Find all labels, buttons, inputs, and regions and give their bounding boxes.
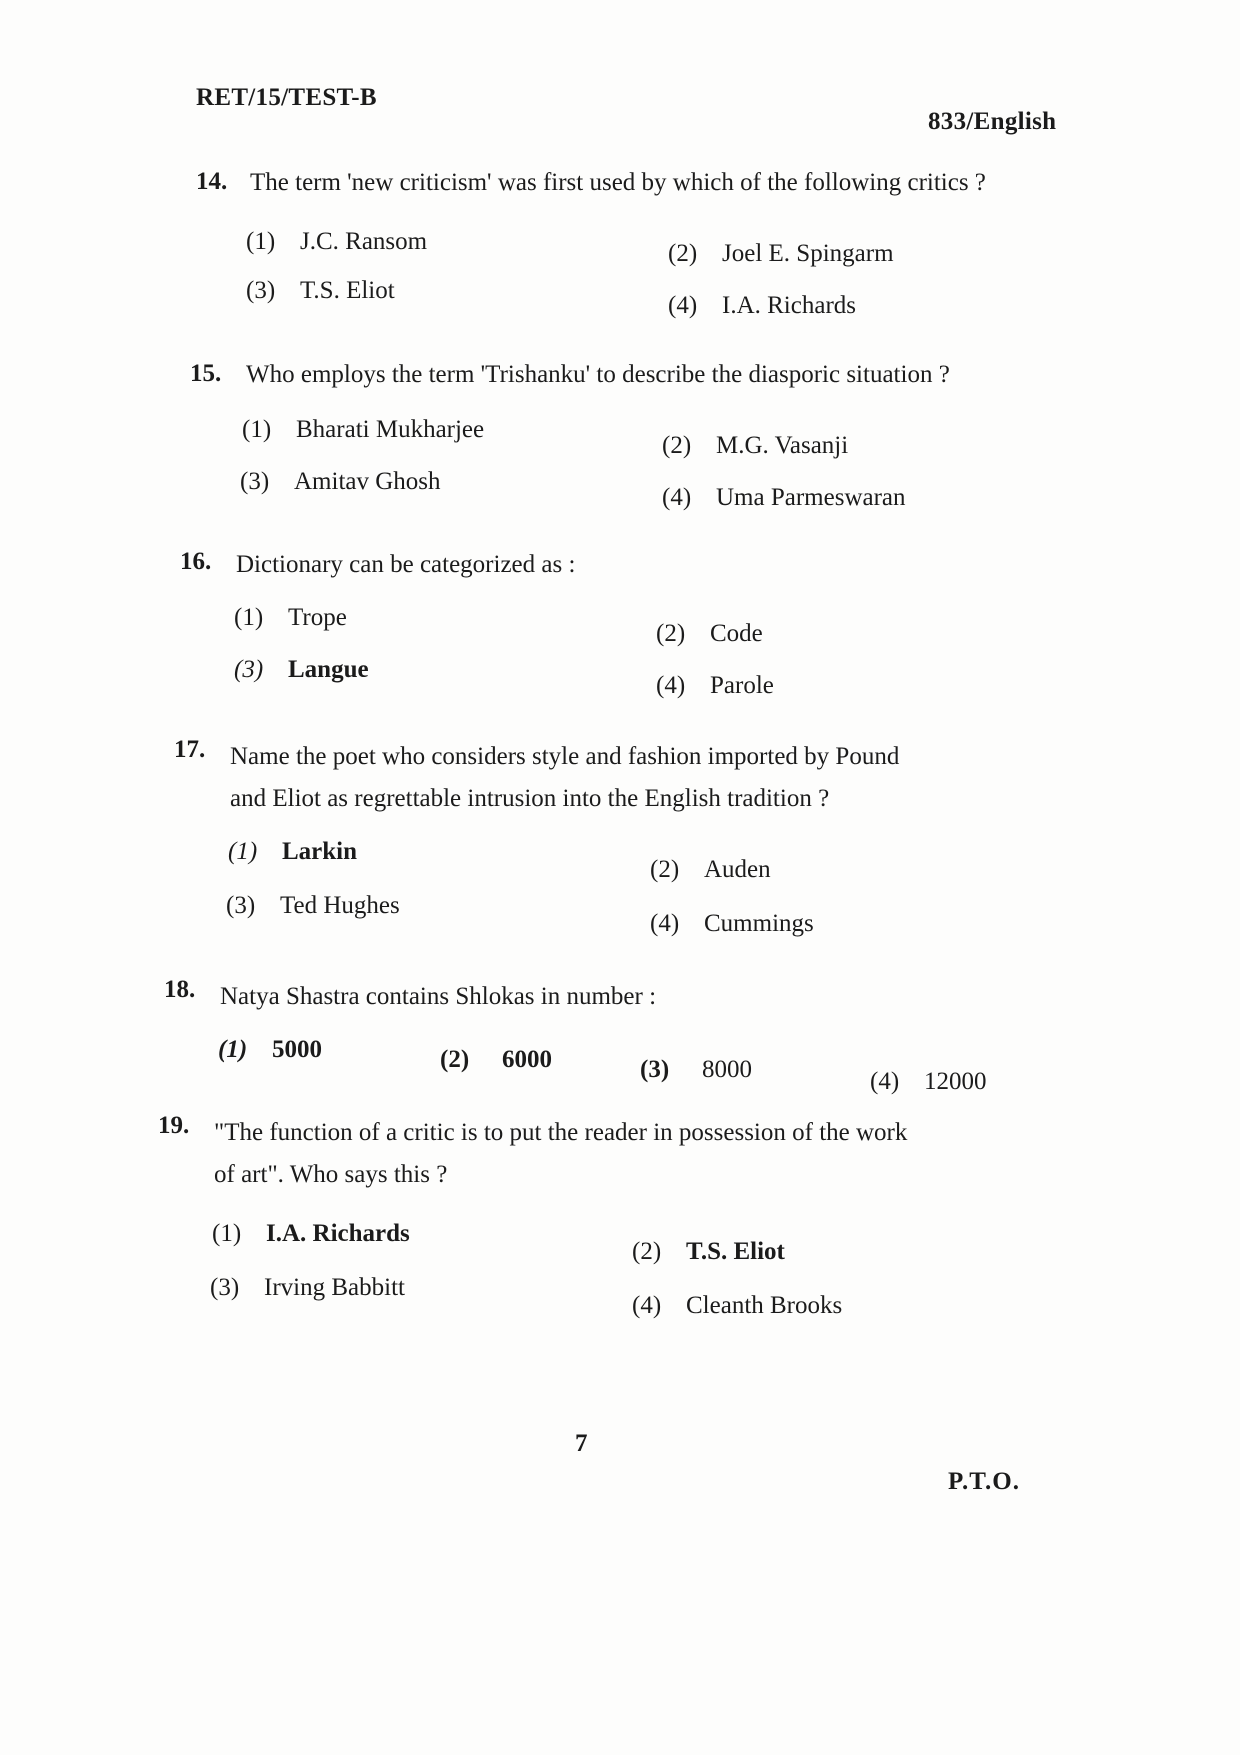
option-number: (1) <box>246 228 276 255</box>
question-text <box>250 162 986 204</box>
option-3 <box>640 1056 752 1084</box>
option-number: (3) <box>246 277 276 304</box>
option-text: I.A. Richards <box>266 1220 410 1247</box>
option-1 <box>234 604 347 632</box>
option-text: Auden <box>704 856 771 883</box>
option-number: (1) <box>212 1220 242 1247</box>
option-number: (3) <box>240 468 270 495</box>
question-text-line: "The function of a critic is to put the reader in possession of the work <box>214 1119 908 1146</box>
option-number: (3) <box>226 892 256 919</box>
option-text: Cleanth Brooks <box>686 1292 843 1319</box>
option-number: (2) <box>662 432 692 459</box>
option-1 <box>212 1220 410 1248</box>
option-number: (3) <box>640 1056 670 1083</box>
option-text: 6000 <box>502 1046 552 1073</box>
option-number: (4) <box>656 672 686 699</box>
option-text: Ted Hughes <box>280 892 400 919</box>
option-number: (2) <box>668 240 698 267</box>
option-4 <box>668 292 856 320</box>
option-number: (4) <box>650 910 680 937</box>
question-text <box>230 736 899 820</box>
option-2 <box>440 1046 552 1074</box>
option-text: Joel E. Spingarm <box>722 240 894 267</box>
option-3 <box>234 656 369 684</box>
option-1 <box>218 1036 322 1064</box>
question-text-line: The term 'new criticism' was first used by which of the following critics ? <box>250 169 986 196</box>
question-text-line: and Eliot as regrettable intrusion into the English tradition ? <box>230 785 830 812</box>
option-2 <box>632 1238 785 1266</box>
question-number: 16. <box>180 548 212 575</box>
question-text-line: Dictionary can be categorized as : <box>236 551 576 578</box>
option-text: Trope <box>288 604 347 631</box>
option-2 <box>668 240 894 268</box>
question-text <box>236 544 575 586</box>
option-number: (2) <box>656 620 686 647</box>
option-3 <box>240 468 441 496</box>
option-text: 5000 <box>272 1036 322 1063</box>
question-text <box>246 354 950 396</box>
option-2 <box>650 856 771 884</box>
pto-note: P.T.O. <box>948 1468 1020 1495</box>
option-number: (2) <box>440 1046 470 1073</box>
option-3 <box>246 277 395 305</box>
option-number: (4) <box>668 292 698 319</box>
option-2 <box>656 620 763 648</box>
option-text: Uma Parmeswaran <box>716 484 906 511</box>
page-number: 7 <box>575 1430 588 1457</box>
option-number: (1) <box>218 1036 248 1063</box>
option-text: Amitav Ghosh <box>294 468 441 495</box>
option-text: J.C. Ransom <box>300 228 428 255</box>
option-text: M.G. Vasanji <box>716 432 849 459</box>
option-3 <box>226 892 400 920</box>
option-number: (3) <box>234 656 264 683</box>
option-1 <box>242 416 484 444</box>
option-4 <box>632 1292 842 1320</box>
question-number: 14. <box>196 168 228 195</box>
question-text-line: Who employs the term 'Trishanku' to describe the diasporic situation ? <box>246 361 950 388</box>
option-number: (1) <box>228 838 258 865</box>
option-text: Larkin <box>282 838 358 865</box>
option-text: Parole <box>710 672 774 699</box>
option-number: (1) <box>242 416 272 443</box>
option-text: 8000 <box>702 1056 752 1083</box>
option-text: T.S. Eliot <box>686 1238 785 1265</box>
subject-code: 833/English <box>928 108 1057 135</box>
question-number: 17. <box>174 736 206 763</box>
question-text-line: Name the poet who considers style and fashion imported by Pound <box>230 743 900 770</box>
option-1 <box>228 838 357 866</box>
option-4 <box>650 910 814 938</box>
question-number: 15. <box>190 360 222 387</box>
option-text: Code <box>710 620 763 647</box>
option-number: (4) <box>662 484 692 511</box>
question-text <box>220 976 656 1018</box>
option-text: I.A. Richards <box>722 292 856 319</box>
option-2 <box>662 432 848 460</box>
option-text: Langue <box>288 656 369 683</box>
option-number: (4) <box>632 1292 662 1319</box>
option-4 <box>656 672 774 700</box>
option-number: (4) <box>870 1068 900 1095</box>
option-text: Bharati Mukharjee <box>296 416 485 443</box>
option-text: T.S. Eliot <box>300 277 395 304</box>
option-4 <box>662 484 906 512</box>
question-text-line: of art". Who says this ? <box>214 1161 448 1188</box>
option-number: (2) <box>632 1238 662 1265</box>
option-text: Cummings <box>704 910 814 937</box>
option-text: Irving Babbitt <box>264 1274 405 1301</box>
question-number: 19. <box>158 1112 190 1139</box>
question-text-line: Natya Shastra contains Shlokas in number : <box>220 983 657 1010</box>
option-3 <box>210 1274 405 1302</box>
option-1 <box>246 228 427 256</box>
option-text: 12000 <box>924 1068 987 1095</box>
option-number: (2) <box>650 856 680 883</box>
question-text <box>214 1112 907 1196</box>
option-number: (3) <box>210 1274 240 1301</box>
question-number: 18. <box>164 976 196 1003</box>
option-4 <box>870 1068 987 1096</box>
option-number: (1) <box>234 604 264 631</box>
exam-code: RET/15/TEST-B <box>196 84 377 111</box>
